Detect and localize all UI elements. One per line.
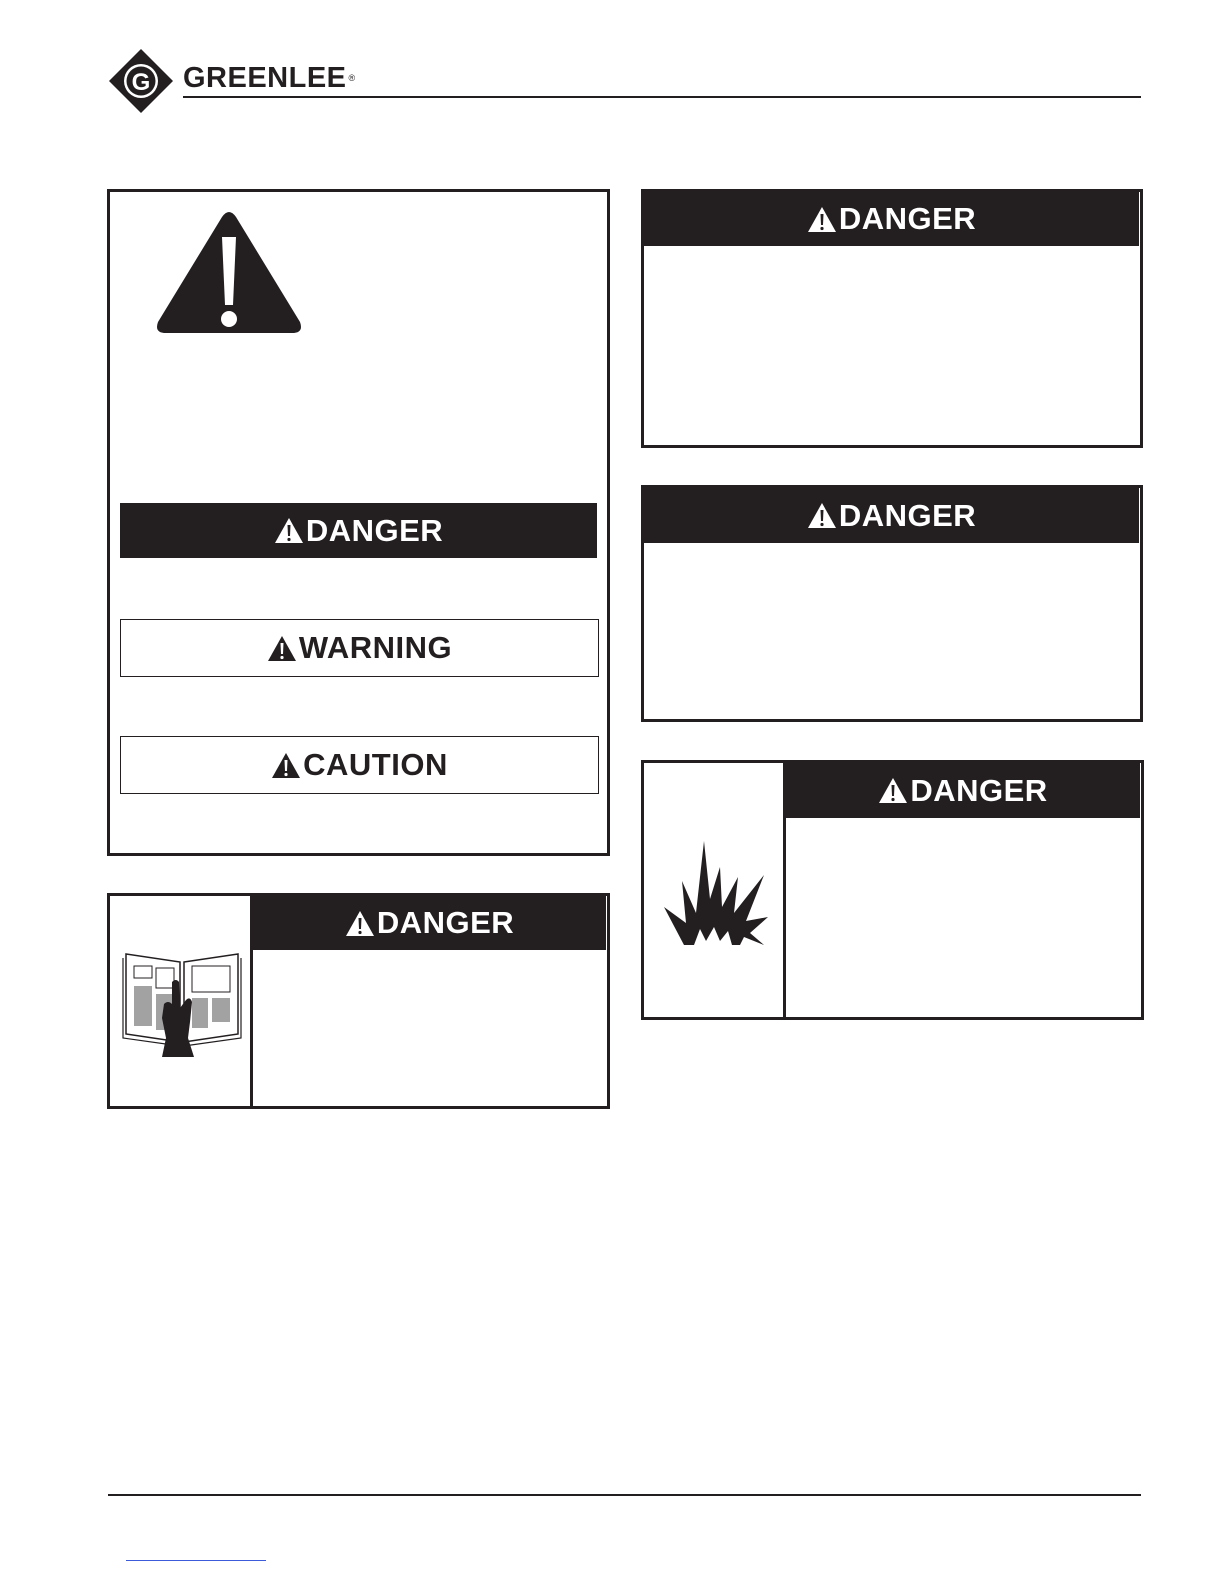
danger-label: DANGER bbox=[838, 497, 977, 533]
explosion-icon bbox=[660, 837, 770, 947]
brand-name-text: GREENLEE bbox=[183, 62, 347, 94]
danger-box-2 bbox=[641, 485, 1143, 722]
registered-mark: ® bbox=[348, 73, 356, 83]
danger-banner bbox=[644, 488, 1139, 543]
danger-banner bbox=[253, 896, 606, 950]
logo-letter: G bbox=[131, 69, 151, 96]
danger-banner bbox=[644, 192, 1139, 246]
alert-triangle-icon bbox=[345, 910, 375, 937]
warning-banner bbox=[120, 619, 599, 677]
footer-link-underline[interactable] bbox=[126, 1560, 266, 1561]
caution-banner bbox=[120, 736, 599, 794]
safety-alert-legend-box bbox=[107, 189, 610, 856]
header-rule bbox=[183, 96, 1141, 98]
alert-triangle-icon bbox=[807, 206, 837, 233]
explosion-danger-box bbox=[641, 760, 1144, 1020]
caution-label: CAUTION bbox=[303, 747, 448, 782]
danger-label: DANGER bbox=[305, 512, 444, 548]
large-warning-triangle-icon bbox=[154, 207, 304, 337]
alert-triangle-icon bbox=[807, 502, 837, 529]
danger-label: DANGER bbox=[376, 905, 515, 940]
danger-banner bbox=[786, 763, 1140, 818]
alert-triangle-icon bbox=[271, 752, 301, 779]
danger-banner bbox=[120, 503, 597, 558]
read-manual-icon bbox=[122, 942, 242, 1057]
danger-box-1 bbox=[641, 189, 1143, 448]
alert-triangle-icon bbox=[267, 635, 297, 662]
warning-label: WARNING bbox=[298, 630, 453, 665]
alert-triangle-icon bbox=[274, 517, 304, 544]
read-manual-danger-box bbox=[107, 893, 610, 1109]
footer-rule bbox=[108, 1494, 1141, 1496]
greenlee-logo-icon bbox=[108, 48, 174, 114]
brand-name bbox=[183, 60, 356, 96]
alert-triangle-icon bbox=[878, 777, 908, 804]
danger-label: DANGER bbox=[838, 201, 977, 236]
danger-label: DANGER bbox=[910, 772, 1048, 808]
